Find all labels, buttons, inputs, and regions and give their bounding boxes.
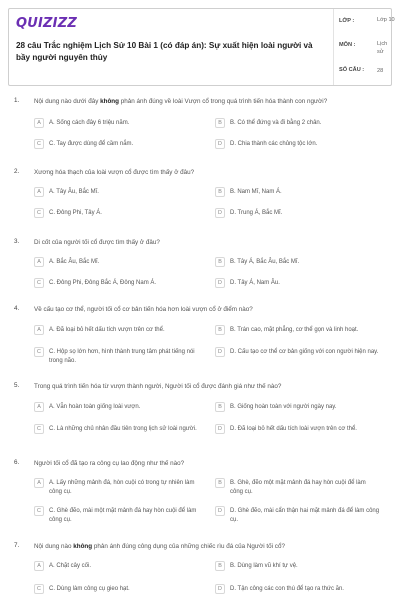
option-letter: C: [34, 424, 44, 434]
question-number: 7.: [14, 542, 20, 549]
option-letter: A: [34, 325, 44, 335]
option-text: C. Ghè đẽo, mài một mặt mảnh đá hay hòn cuội để làm công cụ.: [49, 508, 197, 523]
option-text: A. Chặt cây cối.: [49, 563, 92, 569]
question-count-value: 28: [377, 68, 384, 74]
option-text: C. Đông Phi, Đông Bắc Á, Đông Nam Á.: [49, 280, 157, 286]
subject-label: MÔN :: [339, 42, 356, 48]
option-text: A. Vẫn hoàn toàn giống loài vượn.: [49, 404, 141, 410]
question-text: Xương hóa thạch của loài vượn cổ được tìm thấy ở đâu?: [34, 169, 195, 176]
option-text: A. Đã loại bỏ hết dấu tích vượn trên cơ thể.: [49, 327, 165, 333]
worksheet-header: [8, 8, 395, 86]
option-text: A. Lấy những mảnh đá, hòn cuội có trong tự nhiên làm công cụ.: [49, 480, 195, 495]
option-letter: D: [215, 347, 225, 357]
option-letter: A: [34, 118, 44, 128]
option-text: C. Hộp sọ lớn hơn, hình thành trung tâm phát tiếng nói trong não.: [49, 349, 195, 364]
option-text: B. Trán cao, mặt phẳng, cơ thể gọn và linh hoạt.: [230, 327, 359, 333]
option-letter: B: [215, 187, 225, 197]
option-letter: D: [215, 139, 225, 149]
option-letter: D: [215, 424, 225, 434]
question-text: Di cốt của người tối cổ được tìm thấy ở đâu?: [34, 239, 160, 246]
option-text: B. Tây Á, Bắc Âu, Bắc Mĩ.: [230, 259, 300, 265]
option-text: A. Tây Âu, Bắc Mĩ.: [49, 189, 99, 195]
option-text: A. Bắc Âu, Bắc Mĩ.: [49, 259, 100, 265]
question-number: 6.: [14, 459, 20, 466]
option-letter: C: [34, 584, 44, 594]
quizizz-logo: QUIZIZZ: [16, 16, 77, 31]
option-letter: D: [215, 278, 225, 288]
question-number: 4.: [14, 305, 20, 312]
option-letter: D: [215, 506, 225, 516]
option-text: D. Đã loại bỏ hết dấu tích loài vượn trên cơ thể.: [230, 426, 357, 432]
option-letter: B: [215, 478, 225, 488]
option-letter: C: [34, 208, 44, 218]
question-text: Người tối cổ đã tạo ra công cụ lao động như thế nào?: [34, 460, 185, 467]
question-count-label: SỐ CÂU :: [339, 67, 365, 73]
option-text: B. Ghè, đẽo một mặt mảnh đá hay hòn cuội để làm công cụ.: [230, 480, 366, 495]
question-number: 3.: [14, 238, 20, 245]
option-letter: B: [215, 325, 225, 335]
option-letter: D: [215, 208, 225, 218]
question-text: Nội dung nào dưới đây không phản ánh đúng về loài Vượn cổ trong quá trình tiến hóa thành con người?: [34, 98, 328, 105]
option-text: D. Trung Á, Bắc Mĩ.: [230, 210, 283, 216]
option-letter: C: [34, 347, 44, 357]
option-letter: D: [215, 584, 225, 594]
option-text: C. Tay được dùng để cầm nắm.: [49, 141, 134, 147]
option-letter: B: [215, 561, 225, 571]
question-number: 5.: [14, 382, 20, 389]
grade-value: Lớp 10: [377, 17, 395, 23]
option-letter: A: [34, 257, 44, 267]
option-letter: C: [34, 278, 44, 288]
worksheet-title: 28 câu Trắc nghiệm Lịch Sử 10 Bài 1 (có đáp án): Sự xuất hiện loài người và bầy người nguyên thủy: [16, 41, 313, 62]
option-text: D. Chia thành các chủng tộc lớn.: [230, 141, 318, 147]
option-letter: B: [215, 257, 225, 267]
header-divider: [333, 9, 334, 85]
grade-label: LỚP :: [339, 18, 355, 24]
option-text: A. Sống cách đây 6 triệu năm.: [49, 120, 130, 126]
option-text: D. Tây Á, Nam Âu.: [230, 280, 280, 286]
option-letter: A: [34, 561, 44, 571]
option-text: C. Là những chủ nhân đầu tiên trong lịch sử loài người.: [49, 426, 197, 432]
option-text: D. Tận công các con thú để tạo ra thức ăn.: [230, 586, 344, 592]
option-text: D. Ghè đẽo, mài cẩn thận hai mặt mảnh đá để làm công cụ.: [230, 508, 380, 523]
question-text: Nội dung nào không phản ánh đúng công dụng của những chiếc rìu đá của Người tối cổ?: [34, 543, 285, 550]
option-letter: C: [34, 506, 44, 516]
option-text: B. Nam Mĩ, Nam Á.: [230, 189, 282, 195]
option-text: B. Dùng làm vũ khí tự vệ.: [230, 563, 298, 569]
option-letter: C: [34, 139, 44, 149]
option-letter: A: [34, 187, 44, 197]
option-text: C. Đông Phi, Tây Á.: [49, 210, 102, 216]
option-text: D. Cấu tạo cơ thể cơ bản giống với con người hiện nay.: [230, 349, 379, 355]
question-number: 1.: [14, 97, 20, 104]
option-text: B. Giống hoàn toàn với người ngày nay.: [230, 404, 337, 410]
option-letter: A: [34, 478, 44, 488]
subject-value: Lịch sử: [377, 41, 388, 55]
question-text: Trong quá trình tiến hóa từ vượn thành người, Người tối cổ được đánh giá như thế nào?: [34, 383, 282, 390]
option-text: C. Dùng làm công cụ gieo hạt.: [49, 586, 130, 592]
option-letter: B: [215, 118, 225, 128]
option-letter: A: [34, 402, 44, 412]
option-text: B. Có thể đứng và đi bằng 2 chân.: [230, 120, 322, 126]
question-text: Về cấu tạo cơ thể, người tối cổ cơ bản tiến hóa hơn loài vượn cổ ở điểm nào?: [34, 306, 253, 313]
option-letter: B: [215, 402, 225, 412]
question-number: 2.: [14, 168, 20, 175]
